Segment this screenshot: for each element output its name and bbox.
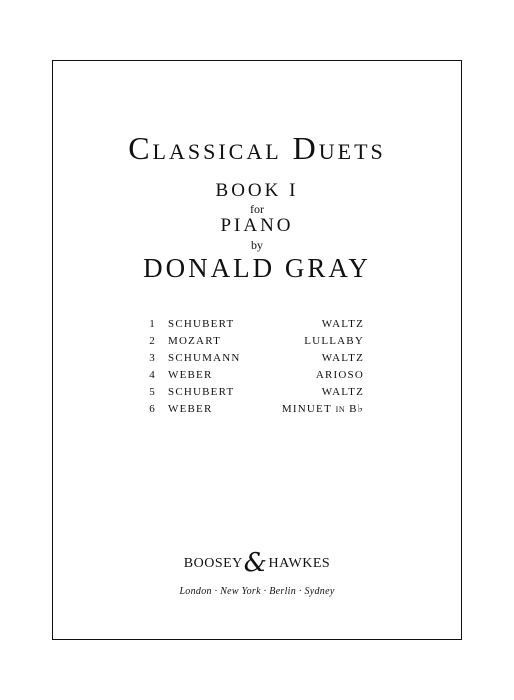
key-signature: B♭ — [349, 403, 364, 415]
item-number: 6 — [149, 403, 156, 415]
item-number: 4 — [149, 369, 156, 381]
contents-list — [144, 316, 364, 418]
contents-row — [144, 350, 364, 367]
item-number: 3 — [149, 352, 156, 364]
item-piece: ARIOSO — [315, 369, 364, 381]
contents-row — [144, 401, 364, 418]
item-piece-with-key — [282, 401, 364, 418]
item-composer: WEBER — [168, 403, 213, 415]
item-composer: SCHUMANN — [168, 352, 241, 364]
item-number: 5 — [149, 386, 156, 398]
publisher-name-right: HAWKES — [268, 556, 331, 571]
for-word: for — [250, 202, 264, 216]
key-prefix: IN — [335, 405, 346, 414]
item-composer: SCHUBERT — [168, 386, 235, 398]
item-number: 2 — [149, 335, 156, 347]
item-number: 1 — [149, 318, 156, 330]
book-number: BOOK I — [215, 180, 299, 201]
item-piece: WALTZ — [321, 386, 364, 398]
item-piece: WALTZ — [321, 352, 364, 364]
contents-row — [144, 367, 364, 384]
item-composer: MOZART — [168, 335, 221, 347]
publisher-ampersand: & — [243, 548, 268, 578]
item-piece: LULLABY — [304, 335, 364, 347]
by-word: by — [251, 238, 263, 252]
item-composer: SCHUBERT — [168, 318, 235, 330]
contents-row — [144, 384, 364, 401]
contents-row — [144, 333, 364, 350]
cover-title: Classical Duets — [128, 130, 386, 166]
arranger-name: DONALD GRAY — [143, 253, 371, 283]
publisher-cities: London · New York · Berlin · Sydney — [179, 586, 335, 597]
publisher-name-left: BOOSEY — [183, 556, 243, 571]
instrument-label: PIANO — [220, 215, 294, 236]
publisher-logo — [0, 548, 514, 578]
item-piece: MINUET — [281, 403, 332, 415]
item-piece: WALTZ — [321, 318, 364, 330]
item-composer: WEBER — [168, 369, 213, 381]
contents-row — [144, 316, 364, 333]
